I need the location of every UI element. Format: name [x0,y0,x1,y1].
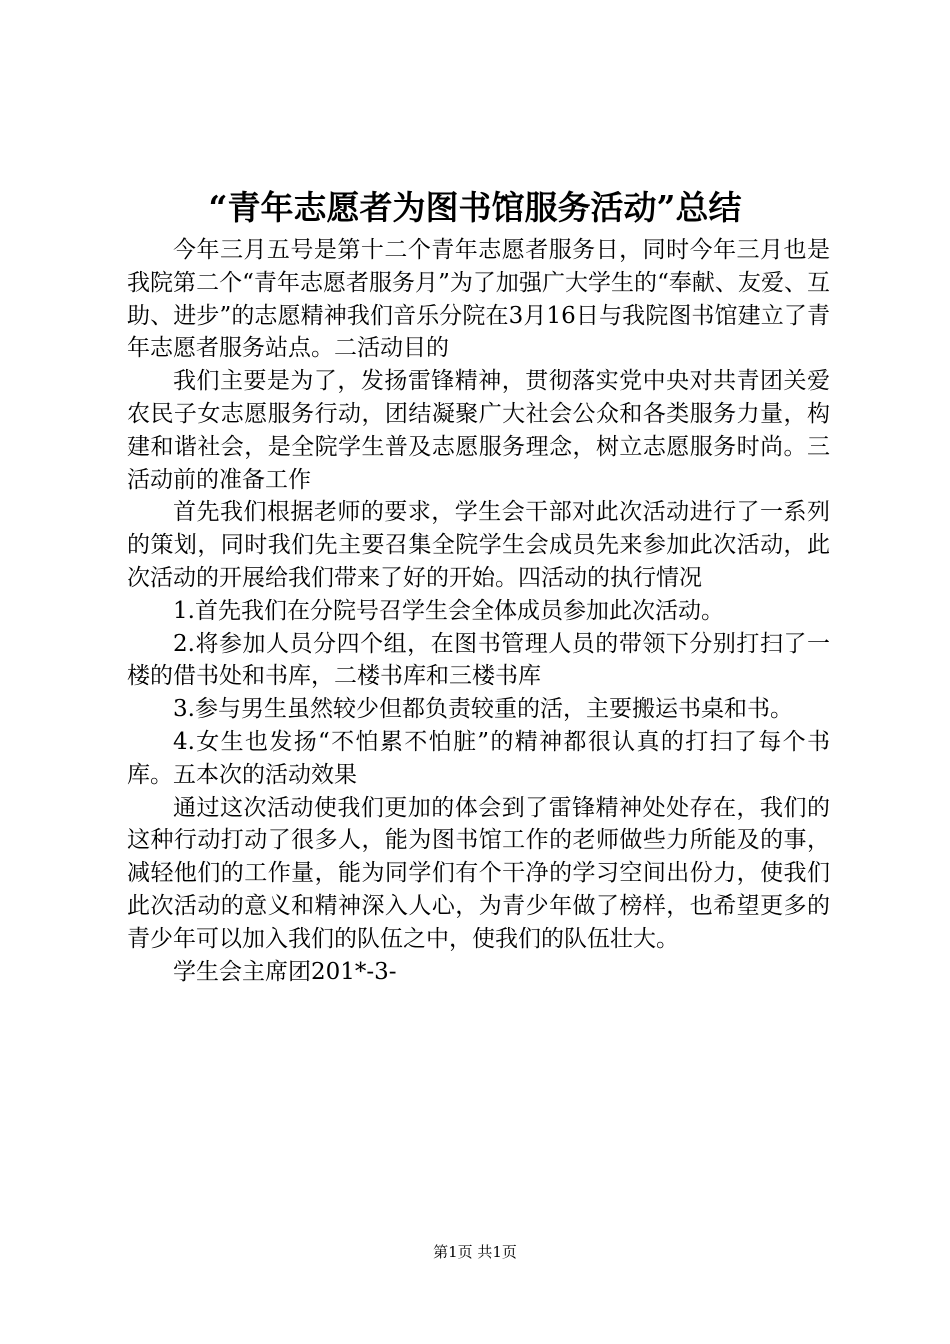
paragraph-preparation: 首先我们根据老师的要求，学生会干部对此次活动进行了一系列的策划，同时我们先主要召集全院学生会成员先来参加此次活动，此次活动的开展给我们带来了好的开始。四活动的执行情况 [127,499,830,591]
paragraph-purpose: 我们主要是为了，发扬雷锋精神，贯彻落实党中央对共青团关爱农民子女志愿服务行动，团结凝聚广大社会公众和各类服务力量，构建和谐社会，是全院学生普及志愿服务理念，树立志愿服务时尚。三活动前的准备工作 [127,368,830,493]
signature-line: 学生会主席团201*-3- [173,958,397,985]
document-title: “青年志愿者为图书馆服务活动”总结 [208,188,742,227]
document-body [127,234,830,988]
paragraph-step-4: 4.女生也发扬“不怕累不怕脏”的精神都很认真的打扫了每个书库。五本次的活动效果 [127,728,830,788]
paragraph-intro: 今年三月五号是第十二个青年志愿者服务日，同时今年三月也是我院第二个“青年志愿者服务月”为了加强广大学生的“奉献、友爱、互助、进步”的志愿精神我们音乐分院在3月16日与我院图书馆建立了青年志愿者服务站点。二活动目的 [127,237,830,362]
page-number-footer: 第1页 共1页 [433,1243,517,1261]
paragraph-results: 通过这次活动使我们更加的体会到了雷锋精神处处存在，我们的这种行动打动了很多人，能为图书馆工作的老师做些力所能及的事，减轻他们的工作量，能为同学们有个干净的学习空间出份力，使我们此次活动的意义和精神深入人心，为青少年做了榜样，也希望更多的青少年可以加入我们的队伍之中，使我们的队伍壮大。 [127,794,830,952]
paragraph-step-3: 3.参与男生虽然较少但都负责较重的活，主要搬运书桌和书。 [173,696,793,723]
paragraph-step-2: 2.将参加人员分四个组，在图书管理人员的带领下分别打扫了一楼的借书处和书库，二楼书库和三楼书库 [127,630,830,690]
paragraph-step-1: 1.首先我们在分院号召学生会全体成员参加此次活动。 [173,597,724,624]
